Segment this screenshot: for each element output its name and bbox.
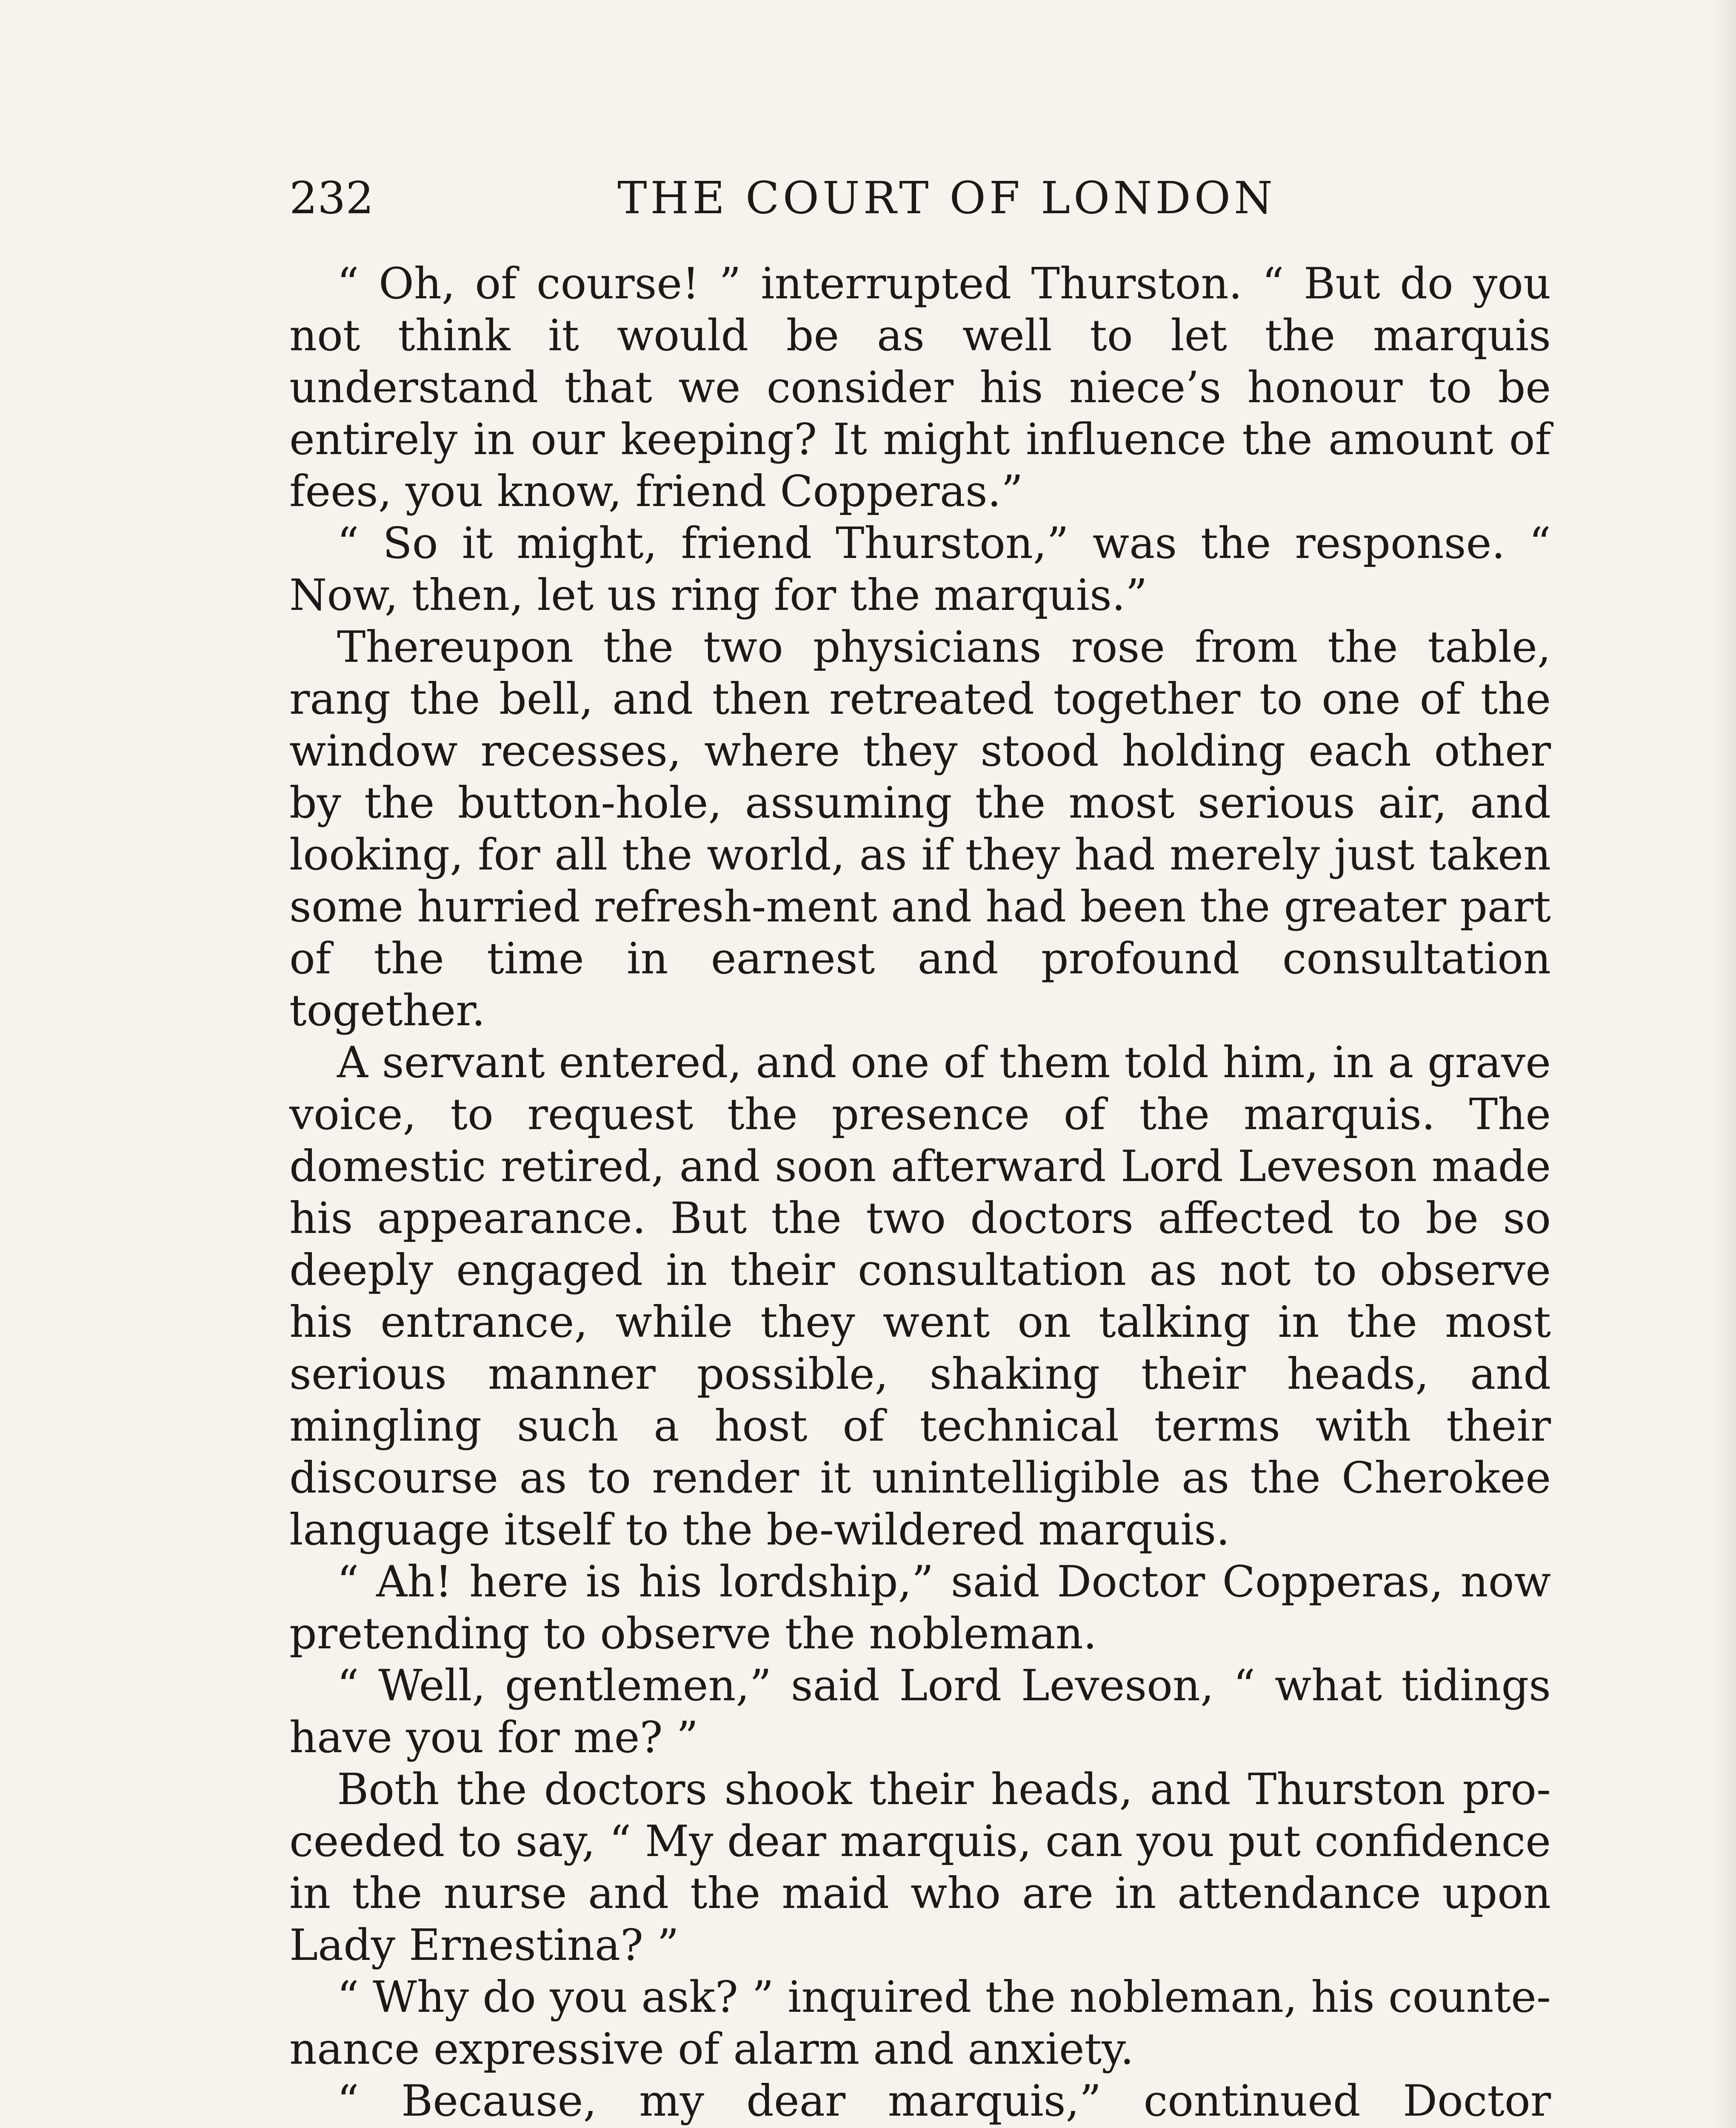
paragraph: “ Ah! here is his lordship,” said Doctor Copperas, now pretending to observe the nobleman. xyxy=(289,1556,1551,1659)
paragraph: “ Why do you ask? ” inquired the nobleman, his counte-nance expressive of alarm and anxiety. xyxy=(289,1972,1551,2074)
body-text xyxy=(289,257,1551,2128)
running-title: THE COURT OF LONDON xyxy=(617,172,1276,224)
paragraph: Both the doctors shook their heads, and Thurston pro-ceeded to say, “ My dear marquis, can you put confidence in the nurse and the maid who are in attendance upon Lady Ernestina? ” xyxy=(289,1764,1551,1970)
paragraph: A servant entered, and one of them told him, in a grave voice, to request the presence of the marquis. The domestic retired, and soon afterward Lord Leveson made his appearance. But the two doctors affected to be so deeply engaged in their consultation as not to observe his entrance, while they went on talking in the most serious manner possible, shaking their heads, and mingling such a host of technical terms with their discourse as to render it unintelligible as the Cherokee language itself to the be-wildered marquis. xyxy=(289,1037,1551,1555)
running-head xyxy=(289,166,1553,230)
paragraph: Thereupon the two physicians rose from the table, rang the bell, and then retreated together to one of the window recesses, where they stood holding each other by the button-hole, assuming the most serious air, and looking, for all the world, as if they had merely just taken some hurried refresh-ment and had been the greater part of the time in earnest and profound consultation together. xyxy=(289,622,1551,1035)
paragraph: “ So it might, friend Thurston,” was the response. “ Now, then, let us ring for the marquis.” xyxy=(289,518,1551,620)
paragraph: “ Well, gentlemen,” said Lord Leveson, “ what tidings have you for me? ” xyxy=(289,1660,1551,1762)
page-edge-shadow xyxy=(1710,0,1736,2128)
page-number: 232 xyxy=(289,172,374,224)
paragraph: “ Oh, of course! ” interrupted Thurston. “ But do you not think it would be as well to let the marquis understand that we consider his niece’s honour to be entirely in our keeping? It might influence the amount of fees, you know, friend Copperas.” xyxy=(289,258,1551,516)
paragraph: “ Because, my dear marquis,” continued Doctor xyxy=(337,2076,1551,2126)
